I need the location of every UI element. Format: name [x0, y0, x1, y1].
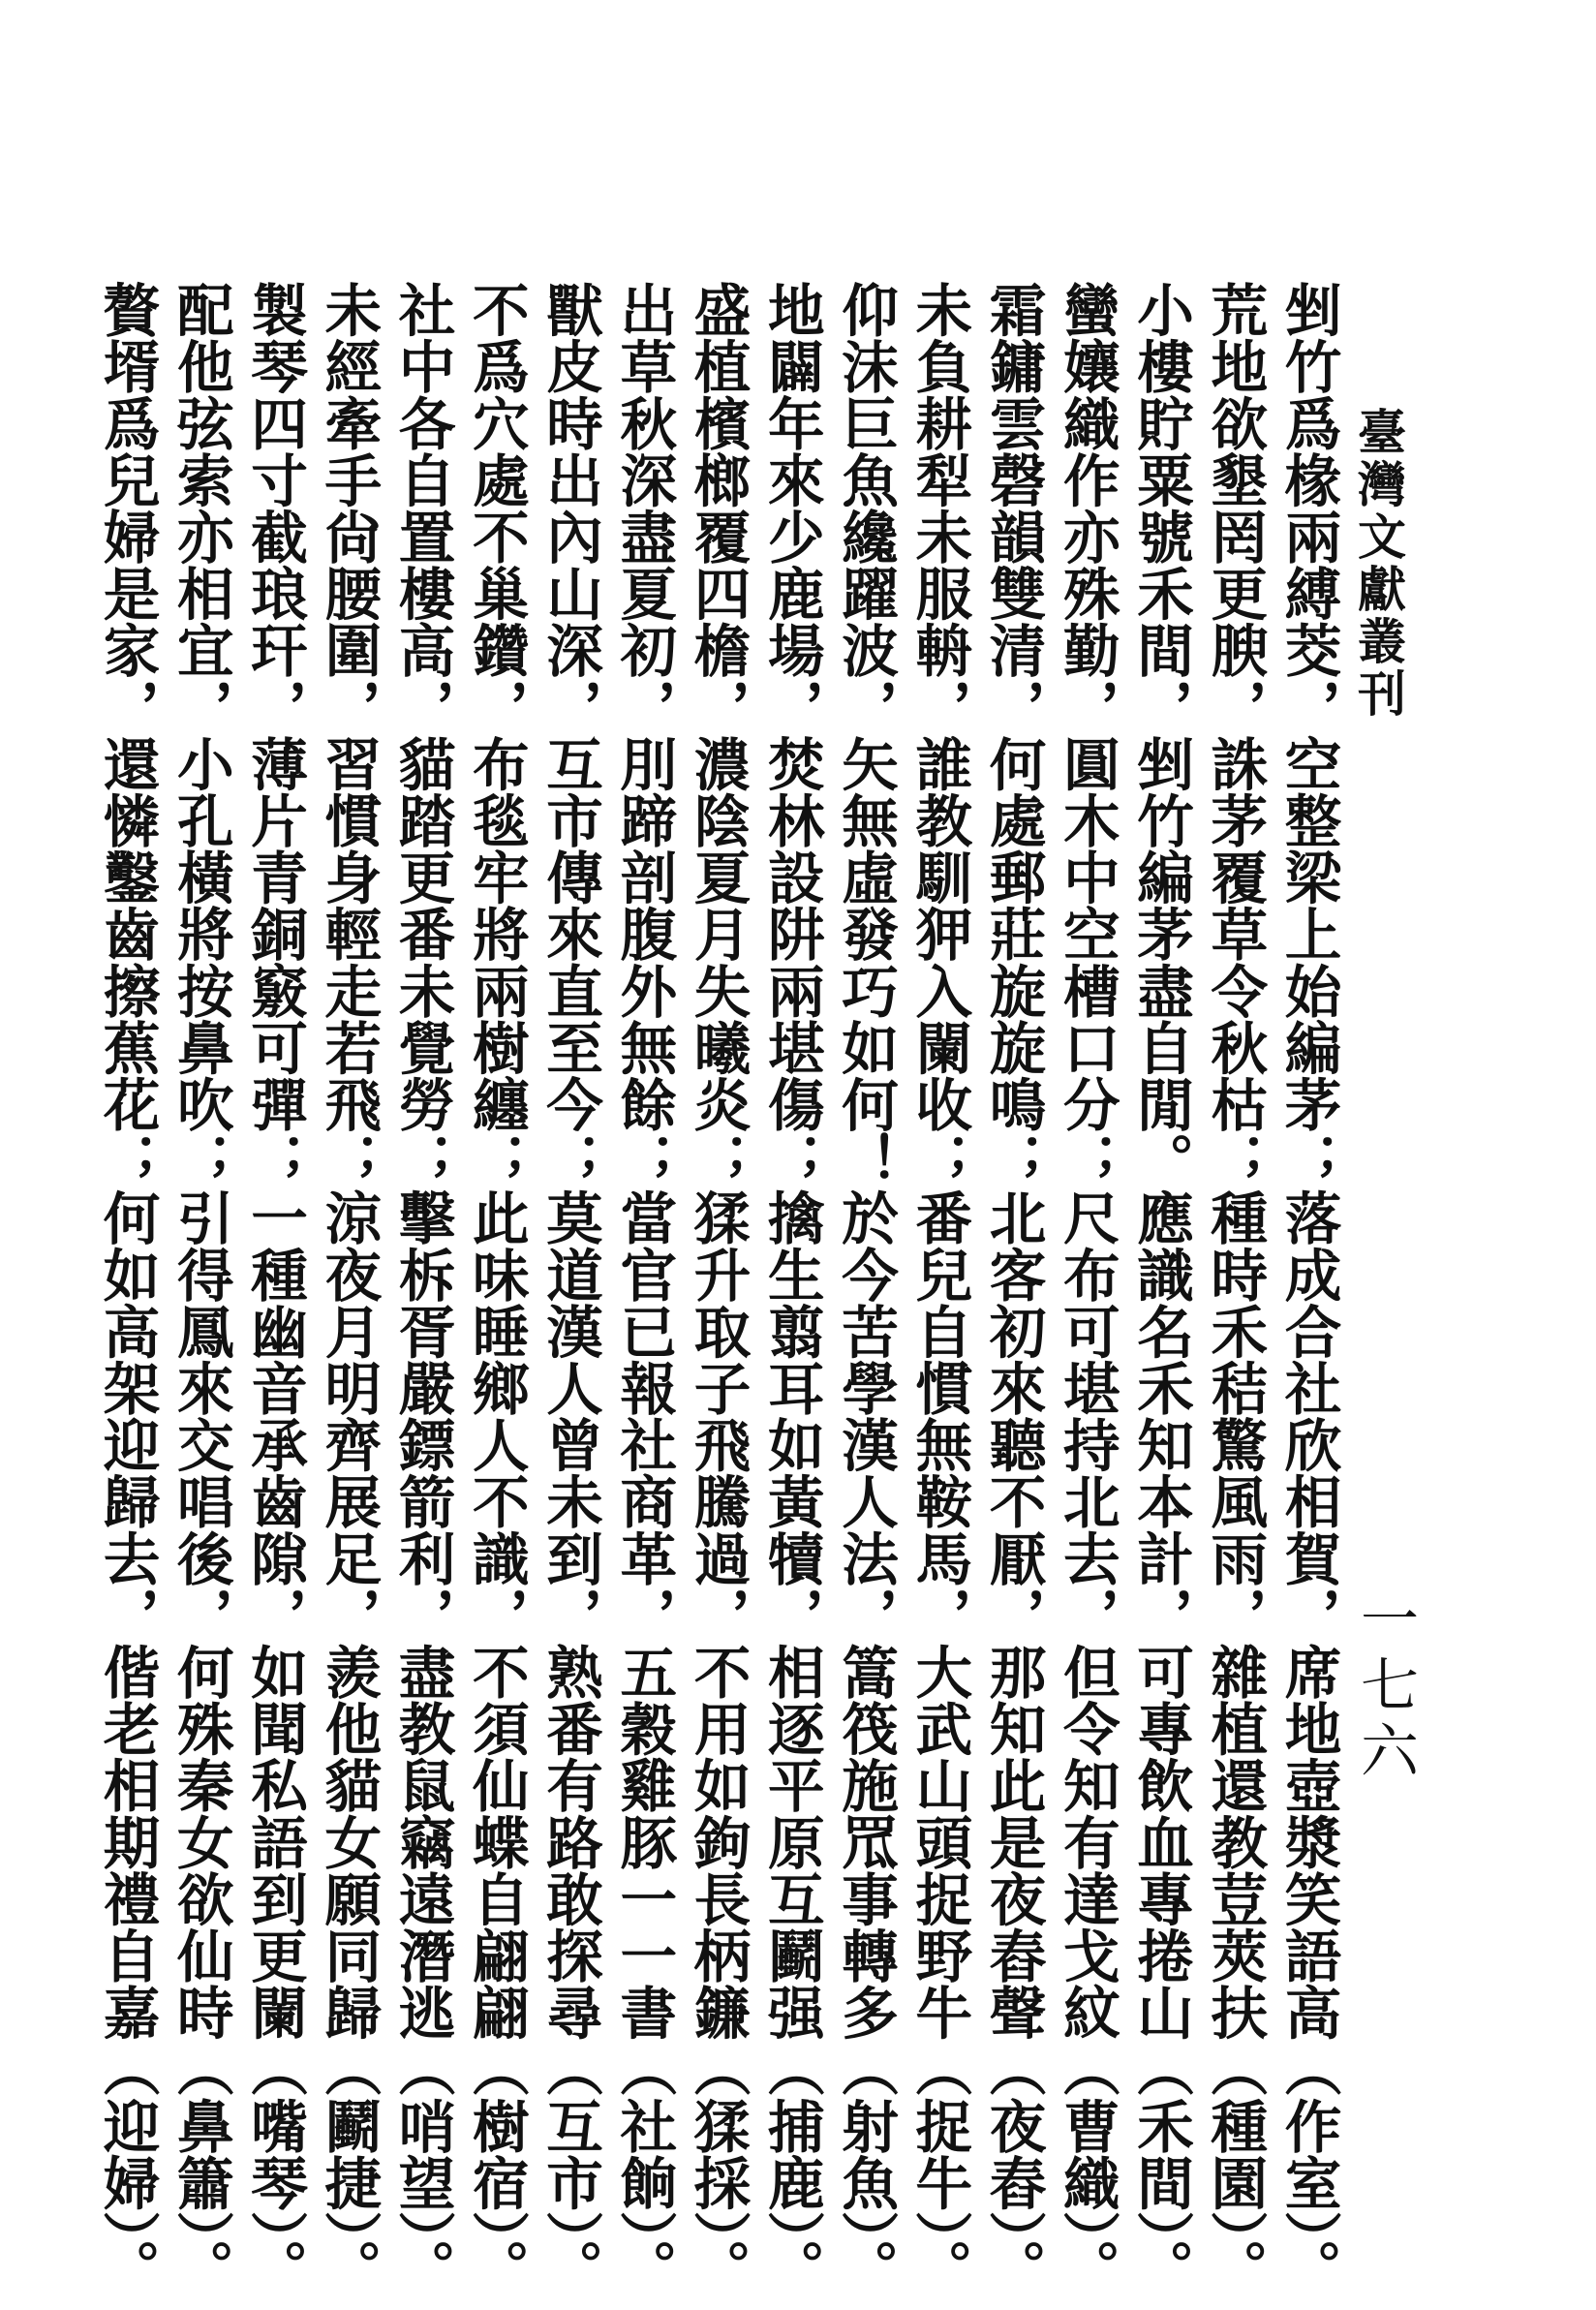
text-column: 不爲穴處不巢鑽，布毯牢將兩樹纏；此味睡鄉人不識，不須仙蝶自翩翩（樹宿）。: [463, 281, 531, 2296]
text-column: 出草秋深盡夏初，刖蹄剖腹外無餘；當官已報社商革，五穀雞豚一一書（社餉）。: [610, 281, 678, 2296]
text-column: 蠻孃織作亦殊勤，圓木中空槽口分；尺布可堪持北去，但令知有達戈紋（曹織）。: [1054, 281, 1121, 2296]
text-column: 贅壻爲兒婦是家，還憐鑿齒擦蕉花；何如高架迎歸去，偕老相期禮自嘉（迎婦）。: [94, 281, 161, 2296]
text-column: 仰沫巨魚纔躍波，矢無虛發巧如何！於今苦學漢人法，篙筏施罛事轉多（射魚）。: [832, 281, 900, 2296]
text-column: 配他弦索亦相宜，小孔橫將按鼻吹；引得鳳來交唱後，何殊秦女欲仙時（鼻簫）。: [168, 281, 235, 2296]
text-column: 未經牽手尙腰圍，習慣身輕走若飛；涼夜月明齊展足，羨他貓女願同歸（鬬捷）。: [315, 281, 383, 2296]
running-header-title: 臺灣文獻叢刊: [1350, 407, 1407, 721]
text-column: 未負耕犁未服輈，誰教馴狎入闌收；番兒自慣無鞍馬，大武山頭捉野牛（捉牛）。: [905, 281, 973, 2296]
text-column: 社中各自置樓高，貓踏更番未覺勞；擊柝胥嚴鏢箭利，盡教鼠竊遠潛逃（哨望）。: [389, 281, 456, 2296]
text-column: 盛植檳榔覆四檐，濃陰夏月失曦炎；猱升取子飛騰過，不用如鉤長柄鐮（猱採）。: [685, 281, 752, 2296]
text-column: 小樓貯粟號禾間，剉竹編茅盡自閒。應識名禾知本計，可專飲血專捲山（禾間）。: [1127, 281, 1195, 2296]
text-column: 剉竹爲椽兩縛茭，空整梁上始編茅；落成合社欣相賀，席地壺漿笑語高（作室）。: [1275, 281, 1342, 2296]
text-column: 荒地欲墾罔更腴，誅茅覆草令秋枯；種時禾秸驚風雨，雜植還教荳莢扶（種園）。: [1201, 281, 1269, 2296]
page-number: 一七六: [1351, 1588, 1419, 1786]
text-column: 獸皮時出內山深，互市傳來直至今；莫道漢人曾未到，熟番有路敢探尋（互市）。: [537, 281, 604, 2296]
text-column: 製琴四寸截琅玕，薄片青銅竅可彈；一種幽音承齒隙，如聞私語到更闌（嘴琴）。: [241, 281, 309, 2296]
text-column: 地闢年來少鹿場，焚林設阱兩堪傷；擒生翦耳如黃犢，相逐平原互鬬强（捕鹿）。: [758, 281, 826, 2296]
body-text-columns: [94, 281, 1342, 2296]
text-column: 霜鏞雲磬韻雙清，何處郵莊旋旋鳴；北客初來聽不厭，那知此是夜舂聲（夜舂）。: [980, 281, 1047, 2296]
